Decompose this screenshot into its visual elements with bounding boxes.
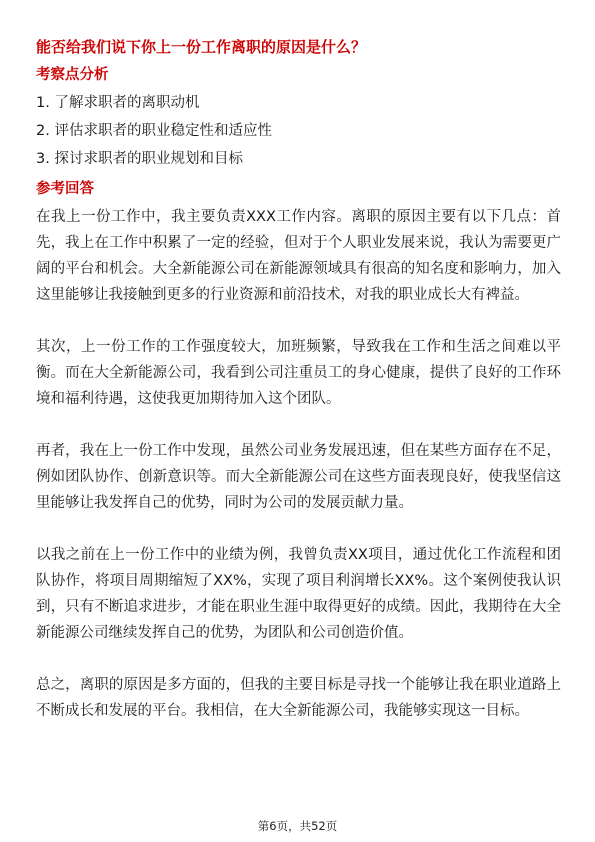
document-page [36, 36, 561, 750]
answer-paragraph: 再者，我在上一份工作中发现，虽然公司业务发展迅速，但在某些方面存在不足，例如团队协作、创新意识等。而大全新能源公司在这些方面表现良好，使我坚信这里能够让我发挥自己的优势，同时为公司的发展贡献力量。 [36, 443, 561, 511]
analysis-point: 3. 探讨求职者的职业规划和目标 [36, 151, 243, 167]
analysis-heading: 考察点分析 [36, 67, 109, 83]
analysis-point: 1. 了解求职者的离职动机 [36, 95, 200, 111]
answer-paragraph: 总之，离职的原因是多方面的，但我的主要目标是寻找一个能够让我在职业道路上不断成长和发展的平台。我相信，在大全新能源公司，我能够实现这一目标。 [36, 677, 561, 719]
answer-paragraph: 其次，上一份工作的工作强度较大，加班频繁，导致我在工作和生活之间难以平衡。而在大全新能源公司，我看到公司注重员工的身心健康，提供了良好的工作环境和福利待遇，这使我更加期待加入这个团队。 [36, 339, 561, 407]
analysis-point: 2. 评估求职者的职业稳定性和适应性 [36, 123, 272, 139]
answer-paragraph: 在我上一份工作中，我主要负责XXX工作内容。离职的原因主要有以下几点：首先，我上在工作中积累了一定的经验，但对于个人职业发展来说，我认为需要更广阔的平台和机会。大全新能源公司在新能源领域具有很高的知名度和影响力，加入这里能够让我接触到更多的行业资源和前沿技术，对我的职业成长大有裨益。 [36, 209, 561, 303]
page-number: 第6页，共52页 [257, 819, 338, 833]
answer-heading: 参考回答 [36, 181, 94, 197]
answer-paragraph: 以我之前在上一份工作中的业绩为例，我曾负责XX项目，通过优化工作流程和团队协作，将项目周期缩短了XX%，实现了项目利润增长XX%。这个案例使我认识到，只有不断追求进步，才能在职业生涯中取得更好的成绩。因此，我期待在大全新能源公司继续发挥自己的优势，为团队和公司创造价值。 [36, 547, 561, 641]
question-heading: 能否给我们说下你上一份工作离职的原因是什么？ [36, 38, 367, 56]
analysis-points [36, 90, 561, 172]
